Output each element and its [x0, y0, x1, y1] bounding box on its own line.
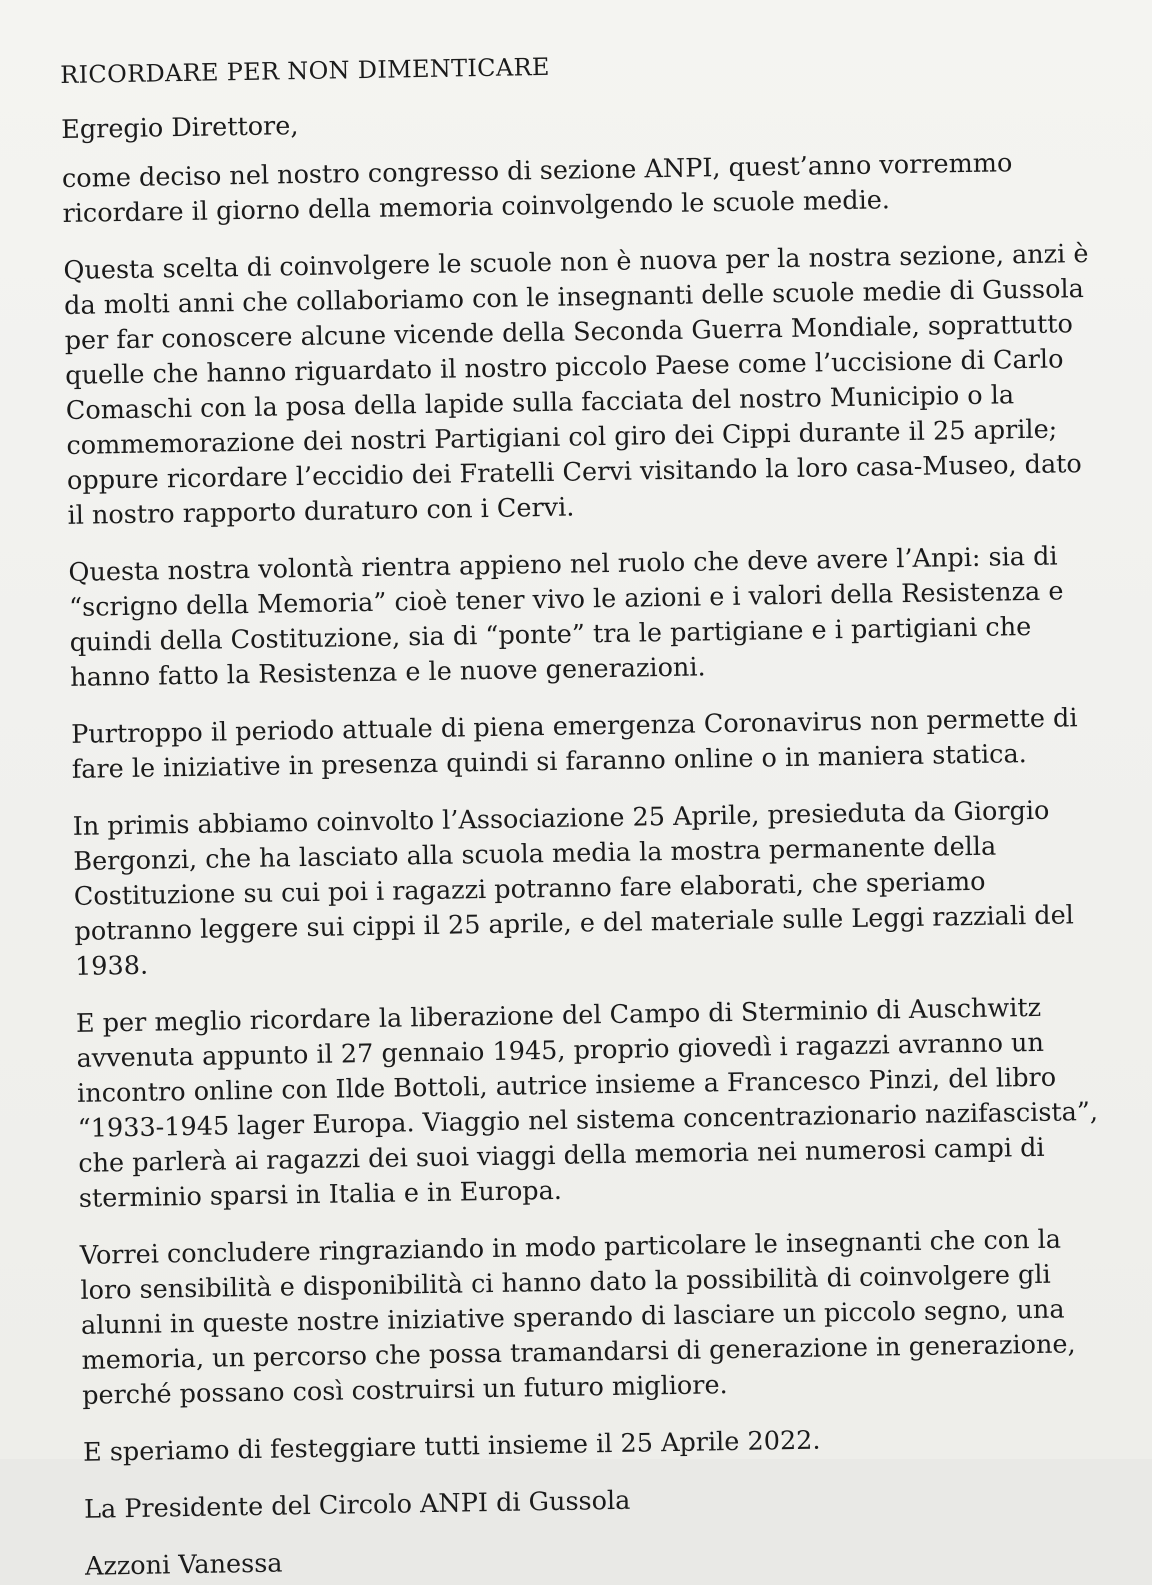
closing-line: E speriamo di festeggiare tutti insieme il 25 Aprile 2022. [82, 1425, 821, 1468]
paragraph-1: come deciso nel nostro congresso di sezione ANPI, quest’anno vorremmo ricordare il giorno della memoria coinvolgendo le scuole medie. [61, 148, 1013, 229]
signature-role: La Presidente del Circolo ANPI di Gussola [83, 1485, 631, 1525]
letter-body [60, 41, 1115, 1585]
signature-name: Azzoni Vanessa [84, 1548, 283, 1582]
paragraph-4: Purtroppo il periodo attuale di piena emergenza Coronavirus non permette di fare le iniziative in presenza quindi si faranno online o in maniera statica. [70, 703, 1078, 785]
paragraph-3: Questa nostra volontà rientra appieno nel ruolo che deve avere l’Anpi: sia di “scrigno della Memoria” cioè tener vivo le azioni e i valori della Resistenza e quindi della Costituzione, sia di “ponte” tra le partigiane e i partigiani che hanno fatto la Resistenza e le nuove generazioni. [68, 541, 1064, 693]
paragraph-7: Vorrei concludere ringraziando in modo particolare le insegnanti che con la loro sensibilità e disponibilità ci hanno dato la possibilità di coinvolgere gli alunni in queste nostre iniziative sperando di lasciare un piccolo segno, una memoria, un percorso che possa tramandarsi di generazione in generazione, perché possano così costruirsi un futuro migliore. [79, 1224, 1076, 1411]
paragraph-2: Questa scelta di coinvolgere le scuole non è nuova per la nostra sezione, anzi è da molti anni che collaboriamo con le insegnanti delle scuole medie di Gussola per far conoscere alcune vicende della Seconda Guerra Mondiale, soprattutto quelle che hanno riguardato il nostro piccolo Paese come l’uccisione di Carlo Comaschi con la posa della lapide sulla facciata del nostro Municipio o la commemorazione dei nostri Partigiani col giro dei Cippi durante il 25 aprile; oppure ricordare l’eccidio dei Fratelli Cervi visitando la loro casa-Museo, dato il nostro rapporto duraturo con i Cervi. [63, 238, 1089, 531]
salutation: Egregio Direttore, [60, 111, 299, 145]
paragraph-5: In primis abbiamo coinvolto l’Associazione 25 Aprile, presieduta da Giorgio Bergonzi, che ha lasciato alla scuola media la mostra permanente della Costituzione su cui poi i ragazzi potranno fare elaborati, che speriamo potranno leggere sui cippi il 25 aprile, e del materiale sulle Leggi razziali del 1938. [72, 795, 1075, 982]
letter-title: RICORDARE PER NON DIMENTICARE [60, 52, 550, 89]
paragraph-6: E per meglio ricordare la liberazione del Campo di Sterminio di Auschwitz avvenuta appunto il 27 gennaio 1945, proprio giovedì i ragazzi avranno un incontro online con Ilde Bottoli, autrice insieme a Francesco Pinzi, del libro “1933-1945 lager Europa. Viaggio nel sistema concentrazionario nazifascista”, che parlerà ai ragazzi dei suoi viaggi della memoria nei numerosi campi di sterminio sparsi in Italia e in Europa. [75, 992, 1099, 1214]
